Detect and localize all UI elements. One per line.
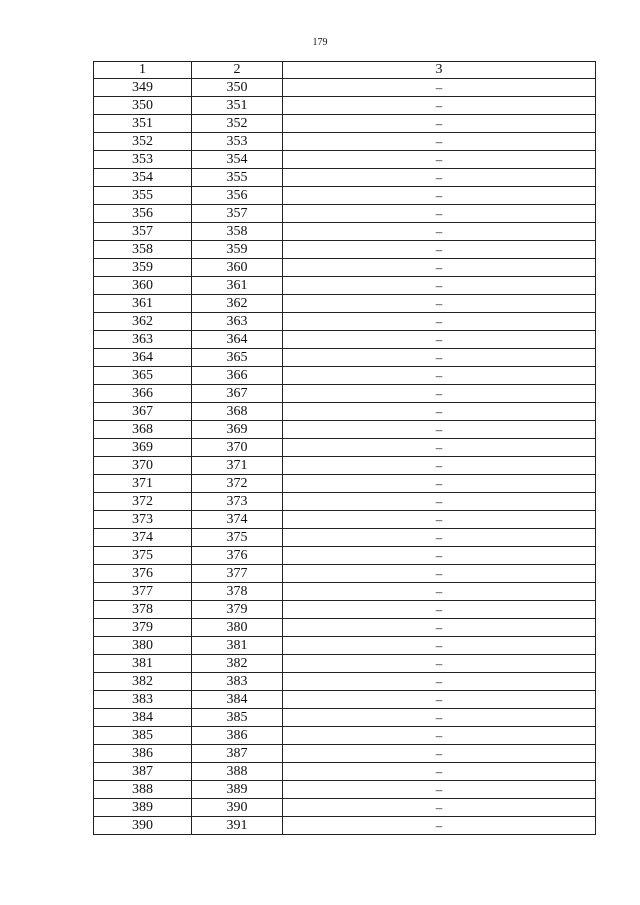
table-cell-col-2: 388 xyxy=(192,763,283,781)
table-row xyxy=(94,241,596,259)
table-cell-col-1: 356 xyxy=(94,205,192,223)
table-row xyxy=(94,439,596,457)
table-cell-col-3: – xyxy=(283,475,596,493)
table-cell-col-3: – xyxy=(283,637,596,655)
table-cell-col-2: 366 xyxy=(192,367,283,385)
table-cell-col-1: 385 xyxy=(94,727,192,745)
table-cell-col-2: 351 xyxy=(192,97,283,115)
table-cell-col-3: – xyxy=(283,259,596,277)
column-header-3: 3 xyxy=(283,62,596,79)
table-row xyxy=(94,817,596,835)
table-cell-col-3: – xyxy=(283,709,596,727)
table-cell-col-2: 368 xyxy=(192,403,283,421)
table-cell-col-3: – xyxy=(283,511,596,529)
table-row xyxy=(94,331,596,349)
table-cell-col-1: 374 xyxy=(94,529,192,547)
table-cell-col-3: – xyxy=(283,619,596,637)
table-row xyxy=(94,421,596,439)
table-cell-col-1: 377 xyxy=(94,583,192,601)
header-row xyxy=(94,62,596,79)
table-cell-col-1: 386 xyxy=(94,745,192,763)
table-cell-col-2: 354 xyxy=(192,151,283,169)
table-row xyxy=(94,457,596,475)
table-cell-col-3: – xyxy=(283,583,596,601)
table-row xyxy=(94,511,596,529)
table-row xyxy=(94,367,596,385)
table-cell-col-2: 356 xyxy=(192,187,283,205)
table-cell-col-3: – xyxy=(283,727,596,745)
table-cell-col-3: – xyxy=(283,241,596,259)
table-cell-col-3: – xyxy=(283,349,596,367)
table-cell-col-1: 379 xyxy=(94,619,192,637)
table-cell-col-2: 362 xyxy=(192,295,283,313)
table-cell-col-1: 372 xyxy=(94,493,192,511)
table-row xyxy=(94,151,596,169)
table-cell-col-1: 357 xyxy=(94,223,192,241)
table-cell-col-2: 360 xyxy=(192,259,283,277)
table-cell-col-1: 361 xyxy=(94,295,192,313)
table-cell-col-1: 352 xyxy=(94,133,192,151)
table-row xyxy=(94,745,596,763)
table-cell-col-2: 386 xyxy=(192,727,283,745)
table-cell-col-1: 376 xyxy=(94,565,192,583)
table-cell-col-2: 384 xyxy=(192,691,283,709)
table-cell-col-2: 371 xyxy=(192,457,283,475)
table-cell-col-1: 380 xyxy=(94,637,192,655)
table-cell-col-1: 390 xyxy=(94,817,192,835)
table-cell-col-3: – xyxy=(283,817,596,835)
table-row xyxy=(94,277,596,295)
table-cell-col-3: – xyxy=(283,691,596,709)
table-cell-col-3: – xyxy=(283,403,596,421)
table-cell-col-2: 370 xyxy=(192,439,283,457)
table-cell-col-2: 387 xyxy=(192,745,283,763)
table-cell-col-2: 365 xyxy=(192,349,283,367)
table-cell-col-3: – xyxy=(283,367,596,385)
table-cell-col-2: 357 xyxy=(192,205,283,223)
table-cell-col-2: 363 xyxy=(192,313,283,331)
table-cell-col-1: 351 xyxy=(94,115,192,133)
table-cell-col-3: – xyxy=(283,331,596,349)
table-row xyxy=(94,97,596,115)
table-cell-col-2: 377 xyxy=(192,565,283,583)
table-cell-col-1: 362 xyxy=(94,313,192,331)
table-cell-col-1: 378 xyxy=(94,601,192,619)
table-cell-col-2: 355 xyxy=(192,169,283,187)
table-row xyxy=(94,673,596,691)
table-cell-col-2: 361 xyxy=(192,277,283,295)
table-row xyxy=(94,349,596,367)
table-row xyxy=(94,763,596,781)
table-cell-col-1: 367 xyxy=(94,403,192,421)
table-cell-col-2: 369 xyxy=(192,421,283,439)
table-row xyxy=(94,259,596,277)
column-header-2: 2 xyxy=(192,62,283,79)
table-cell-col-3: – xyxy=(283,151,596,169)
table-cell-col-1: 369 xyxy=(94,439,192,457)
table-cell-col-3: – xyxy=(283,115,596,133)
table-cell-col-2: 382 xyxy=(192,655,283,673)
table-row xyxy=(94,133,596,151)
table-row xyxy=(94,709,596,727)
table-row xyxy=(94,565,596,583)
table-cell-col-2: 381 xyxy=(192,637,283,655)
table-cell-col-1: 359 xyxy=(94,259,192,277)
table-row xyxy=(94,79,596,97)
table-cell-col-1: 384 xyxy=(94,709,192,727)
table-cell-col-3: – xyxy=(283,601,596,619)
table-cell-col-3: – xyxy=(283,169,596,187)
table-cell-col-2: 389 xyxy=(192,781,283,799)
table-cell-col-3: – xyxy=(283,79,596,97)
table-cell-col-2: 353 xyxy=(192,133,283,151)
table-cell-col-2: 359 xyxy=(192,241,283,259)
table-cell-col-1: 353 xyxy=(94,151,192,169)
table-cell-col-1: 368 xyxy=(94,421,192,439)
table-cell-col-1: 381 xyxy=(94,655,192,673)
table-cell-col-2: 375 xyxy=(192,529,283,547)
table-cell-col-1: 387 xyxy=(94,763,192,781)
data-table xyxy=(93,61,596,835)
table-cell-col-1: 383 xyxy=(94,691,192,709)
table-cell-col-2: 378 xyxy=(192,583,283,601)
table-cell-col-1: 358 xyxy=(94,241,192,259)
table-row xyxy=(94,403,596,421)
table-cell-col-3: – xyxy=(283,295,596,313)
table-cell-col-1: 349 xyxy=(94,79,192,97)
table-cell-col-2: 358 xyxy=(192,223,283,241)
table-cell-col-2: 372 xyxy=(192,475,283,493)
table-cell-col-3: – xyxy=(283,529,596,547)
table-cell-col-1: 389 xyxy=(94,799,192,817)
table-row xyxy=(94,295,596,313)
table-cell-col-1: 370 xyxy=(94,457,192,475)
table-cell-col-2: 364 xyxy=(192,331,283,349)
table-cell-col-3: – xyxy=(283,565,596,583)
table-cell-col-3: – xyxy=(283,799,596,817)
table-cell-col-3: – xyxy=(283,97,596,115)
table-row xyxy=(94,583,596,601)
table-cell-col-3: – xyxy=(283,781,596,799)
table-cell-col-3: – xyxy=(283,187,596,205)
table-cell-col-2: 367 xyxy=(192,385,283,403)
table-row xyxy=(94,223,596,241)
table-row xyxy=(94,493,596,511)
table-cell-col-2: 390 xyxy=(192,799,283,817)
table-row xyxy=(94,637,596,655)
table-cell-col-1: 371 xyxy=(94,475,192,493)
table-row xyxy=(94,601,596,619)
table-row xyxy=(94,385,596,403)
table-row xyxy=(94,313,596,331)
table-cell-col-3: – xyxy=(283,277,596,295)
table-cell-col-3: – xyxy=(283,223,596,241)
table-row xyxy=(94,655,596,673)
table-cell-col-3: – xyxy=(283,493,596,511)
table-cell-col-2: 391 xyxy=(192,817,283,835)
table-cell-col-3: – xyxy=(283,547,596,565)
table-cell-col-2: 350 xyxy=(192,79,283,97)
table-cell-col-2: 352 xyxy=(192,115,283,133)
table-cell-col-3: – xyxy=(283,655,596,673)
table-cell-col-1: 373 xyxy=(94,511,192,529)
table-cell-col-1: 363 xyxy=(94,331,192,349)
table-cell-col-1: 388 xyxy=(94,781,192,799)
table-row xyxy=(94,619,596,637)
table-row xyxy=(94,691,596,709)
table-cell-col-3: – xyxy=(283,133,596,151)
table-cell-col-2: 379 xyxy=(192,601,283,619)
table-cell-col-1: 354 xyxy=(94,169,192,187)
table-row xyxy=(94,169,596,187)
table-row xyxy=(94,799,596,817)
table-cell-col-1: 355 xyxy=(94,187,192,205)
table-row xyxy=(94,115,596,133)
table-cell-col-1: 366 xyxy=(94,385,192,403)
table-cell-col-1: 365 xyxy=(94,367,192,385)
table-cell-col-3: – xyxy=(283,439,596,457)
table-cell-col-1: 364 xyxy=(94,349,192,367)
table-cell-col-2: 373 xyxy=(192,493,283,511)
table-cell-col-2: 385 xyxy=(192,709,283,727)
table-cell-col-2: 376 xyxy=(192,547,283,565)
table-row xyxy=(94,781,596,799)
table-cell-col-1: 350 xyxy=(94,97,192,115)
table-cell-col-2: 380 xyxy=(192,619,283,637)
table-row xyxy=(94,529,596,547)
table-cell-col-2: 383 xyxy=(192,673,283,691)
table-row xyxy=(94,727,596,745)
table-cell-col-1: 382 xyxy=(94,673,192,691)
table-cell-col-3: – xyxy=(283,763,596,781)
table-cell-col-3: – xyxy=(283,745,596,763)
table-cell-col-3: – xyxy=(283,421,596,439)
table-cell-col-1: 360 xyxy=(94,277,192,295)
table-cell-col-3: – xyxy=(283,205,596,223)
table-cell-col-3: – xyxy=(283,313,596,331)
table-body xyxy=(94,79,596,835)
table-cell-col-1: 375 xyxy=(94,547,192,565)
table-row xyxy=(94,187,596,205)
table-cell-col-3: – xyxy=(283,385,596,403)
table-row xyxy=(94,475,596,493)
table-cell-col-2: 374 xyxy=(192,511,283,529)
column-header-1: 1 xyxy=(94,62,192,79)
page-number: 179 xyxy=(312,37,328,48)
table-row xyxy=(94,205,596,223)
table-cell-col-3: – xyxy=(283,457,596,475)
table-header xyxy=(94,62,596,79)
table-row xyxy=(94,547,596,565)
table-cell-col-3: – xyxy=(283,673,596,691)
